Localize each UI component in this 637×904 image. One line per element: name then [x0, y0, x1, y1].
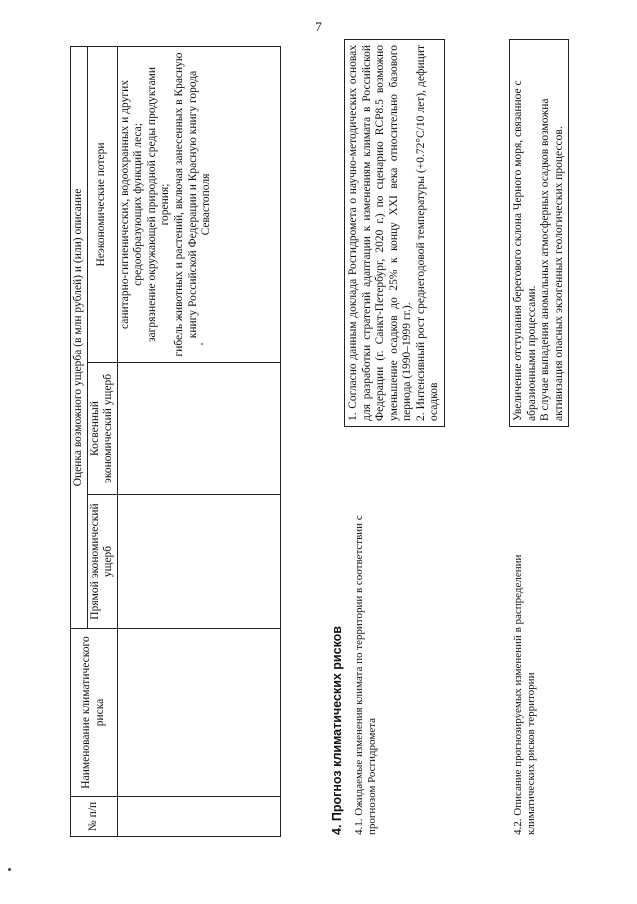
header-indirect-damage: Косвенный экономический ущерб: [87, 363, 117, 495]
cell-indirect-damage: [117, 363, 280, 495]
table-row: [117, 46, 280, 836]
item-label: 4.1. Ожидаемые изменения климата по территории в соответствии с прогнозом Росгидромета: [353, 515, 378, 835]
page-number: 7: [315, 19, 322, 34]
cell-noneconomic-losses: [117, 46, 280, 362]
section-title: 4. Прогноз климатических рисков: [330, 626, 344, 835]
scan-speck: [8, 868, 11, 871]
header-num: № п/п: [71, 797, 118, 837]
cell-risk-name: [117, 629, 280, 797]
rotated-page-content: [70, 47, 606, 837]
loss-item: санитарно-гигиенических, водоохранных и других средообразующих функций леса;: [118, 79, 145, 330]
table-header-row: [71, 46, 88, 836]
item-content-box: [344, 39, 445, 427]
loss-item: загрязнение окружающей природной среды продуктами горения;: [145, 67, 172, 342]
header-risk-name: Наименование климатического риска: [71, 629, 118, 797]
header-damage-assessment: Оценка возможного ущерба (в млн рублей) и (или) описание: [71, 46, 88, 628]
cell-num: [117, 797, 280, 837]
item-paragraph: 1. Согласно данным доклада Росгидромета о научно-методических основах для разработки стратегий адаптации к изменениям климата в Российской Федерации (г. Санкт-Петербург, 2020 г.) по сценарию RCP8.5 возможно уменьшение осадков до 25% к концу XXI века относительно базового периода (1990–1999 гг.).: [347, 45, 414, 421]
item-label: 4.2. Описание прогнозируемых изменений в распределении климатических рисков территории: [512, 554, 537, 835]
item-paragraph: Увеличение отступания берегового склона Черного моря, связанное с абразионными процессами.: [512, 80, 538, 421]
item-content-box: [509, 39, 569, 427]
header-noneconomic-losses: Неэкономические потери: [87, 46, 117, 362]
header-direct-damage: Прямой экономический ущерб: [87, 495, 117, 629]
risk-assessment-table: [70, 46, 281, 837]
item-paragraph: В случае выпадения аномальных атмосферных осадков возможна активизация опасных экзогенных геологических процессов.: [539, 98, 565, 421]
item-paragraph: 2. Интенсивный рост среднегодовой температуры (+0.72°C/10 лет), дефицит осадков: [414, 45, 441, 421]
cell-direct-damage: [117, 495, 280, 629]
loss-item: гибель животных и растений, включая занесенных в Красную книгу Российской Федерации и Красную книгу города Севастополя: [172, 52, 213, 357]
